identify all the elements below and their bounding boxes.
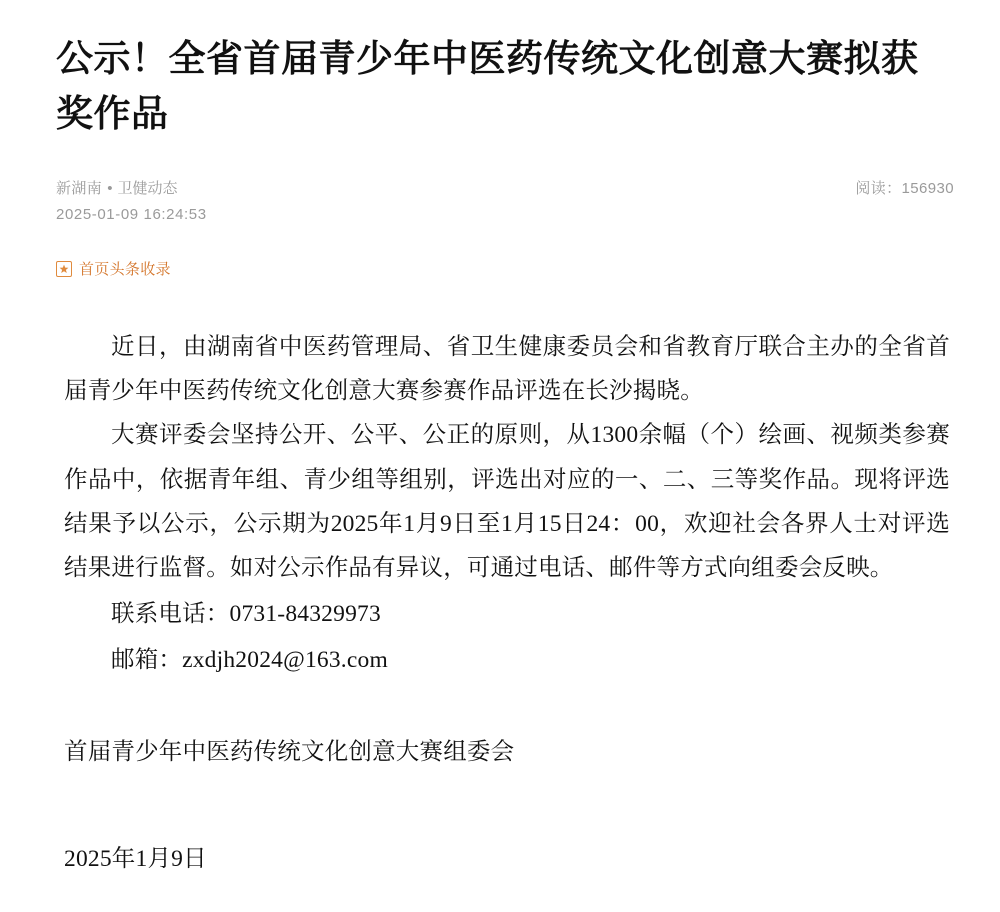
meta-source-line (56, 176, 207, 202)
contact-email: 邮箱：zxdjh2024@163.com (111, 647, 388, 674)
status-badge[interactable] (56, 258, 171, 279)
badge-row (46, 258, 966, 279)
read-count-group (855, 176, 954, 198)
article-body (46, 325, 966, 881)
star-box-icon (56, 261, 72, 277)
contact-phone: 联系电话：0731-84329973 (111, 601, 381, 628)
read-label: 阅读： (855, 179, 902, 197)
article-meta (46, 176, 966, 229)
read-count: 156930 (901, 179, 954, 197)
paragraph: 近日，由湖南省中医药管理局、省卫生健康委员会和省教育厅联合主办的全省首届青少年中医药传统文化创意大赛参赛作品评选在长沙揭晓。 (64, 334, 950, 405)
source-name[interactable]: 新湖南 (56, 179, 103, 197)
meta-separator: • (107, 179, 113, 197)
publish-datetime: 2025-01-09 16:24:53 (56, 205, 207, 223)
category-name[interactable]: 卫健动态 (117, 179, 178, 197)
badge-label: 首页头条收录 (79, 261, 171, 278)
page-title: 公示！全省首届青少年中医药传统文化创意大赛拟获奖作品 (56, 38, 919, 134)
paragraph: 大赛评委会坚持公开、公平、公正的原则，从1300余幅（个）绘画、视频类参赛作品中，依据青年组、青少组等组别，评选出对应的一、二、三等奖作品。现将评选结果予以公示，公示期为2025年1月9日至1月15日24：00，欢迎社会各界人士对评选结果进行监督。如对公示作品有异议，可通过电话、邮件等方式向组委会反映。 (64, 422, 950, 581)
signature-date: 2025年1月9日 (64, 845, 207, 872)
signature: 首届青少年中医药传统文化创意大赛组委会 (64, 739, 515, 766)
meta-left-group (56, 176, 207, 229)
